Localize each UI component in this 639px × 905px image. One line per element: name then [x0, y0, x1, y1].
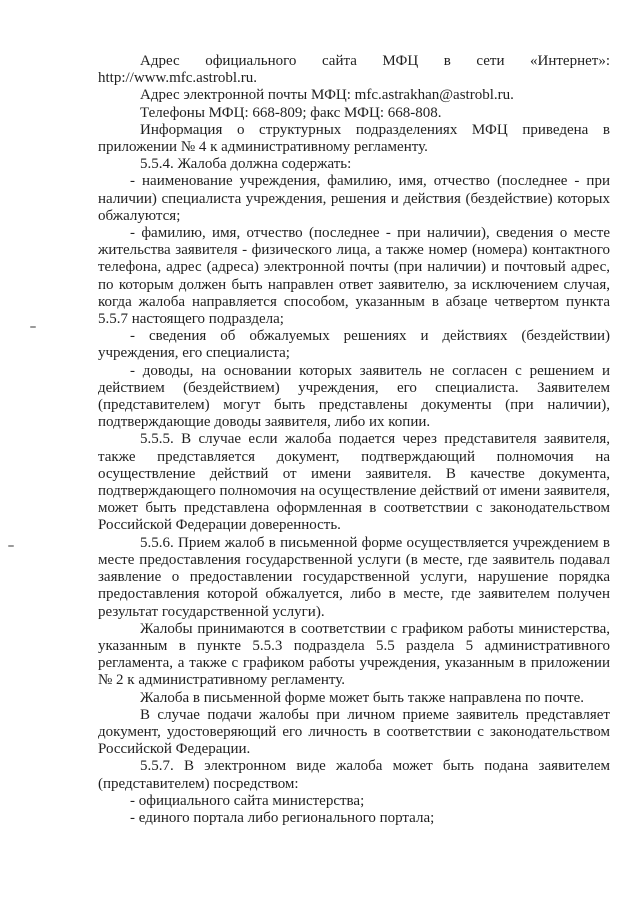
paragraph-5-5-5: 5.5.5. В случае если жалоба подается через представителя заявителя, также представляется документ, подтверждающий полномочия на осуществление действий от имени заявителя. В качестве документа, подтверждающего полномочия на осуществление действий от имени заявителя, может быть представлена оформленная в соответствии с законодательством Российской Федерации доверенность. — [98, 431, 610, 534]
paragraph-email: Адрес электронной почты МФЦ: mfc.astrakhan@astrobl.ru. — [140, 87, 514, 104]
list-item-portal: - единого портала либо регионального портала; — [130, 809, 435, 826]
list-item-applicant-details: - фамилию, имя, отчество (последнее - при наличии), сведения о месте жительства заявителя - физического лица, а также номер (номера) контактного телефона, адрес (адреса) электронной почты (при наличии) и почтовый адрес, по которым должен быть направлен ответ заявителю, за исключением случая, когда жалоба направляется способом, указанным в абзаце четвертом пункта 5.5.7 настоящего подраздела; — [98, 225, 610, 328]
scan-speck — [30, 326, 36, 328]
list-item-ministry-site: - официального сайта министерства; — [130, 792, 365, 809]
paragraph-site-address: Адрес официального сайта МФЦ в сети «Интернет»: http://www.mfc.astrobl.ru. — [98, 53, 610, 87]
document-body — [98, 53, 610, 827]
list-item-arguments: - доводы, на основании которых заявитель не согласен с решением и действием (бездействием) учреждения, его специалиста. Заявителем (представителем) могут быть представлены документы (при наличии), подтверждающие доводы заявителя, либо их копии. — [98, 362, 610, 431]
paragraph-phones: Телефоны МФЦ: 668-809; факс МФЦ: 668-808. — [140, 104, 442, 121]
paragraph-5-5-4-heading: 5.5.4. Жалоба должна содержать: — [140, 156, 352, 173]
paragraph-5-5-7: 5.5.7. В электронном виде жалоба может быть подана заявителем (представителем) посредством: — [98, 758, 610, 792]
list-item-institution-name: - наименование учреждения, фамилию, имя, отчество (последнее - при наличии) специалиста учреждения, решения и действия (бездействие) которых обжалуются; — [98, 173, 610, 224]
paragraph-by-mail: Жалоба в письменной форме может быть также направлена по почте. — [140, 689, 585, 706]
paragraph-structure-info: Информация о структурных подразделениях МФЦ приведена в приложении № 4 к административному регламенту. — [98, 121, 610, 156]
scan-speck — [8, 545, 14, 547]
paragraph-personal-reception: В случае подачи жалобы при личном приеме заявитель представляет документ, удостоверяющий его личность в соответствии с законодательством Российской Федерации. — [98, 706, 610, 758]
paragraph-schedule: Жалобы принимаются в соответствии с графиком работы министерства, указанным в пункте 5.5.3 подраздела 5.5 раздела 5 административного регламента, а также с графиком работы учреждения, указанным в приложении № 2 к административному регламенту. — [98, 620, 610, 689]
paragraph-5-5-6: 5.5.6. Прием жалоб в письменной форме осуществляется учреждением в месте предоставления государственной услуги (в месте, где заявитель подавал заявление о предоставлении государственной услуги, нарушение порядка предоставления которой обжалуется, либо в месте, где заявителем получен результат государственной услуги). — [98, 534, 610, 620]
list-item-decisions: - сведения об обжалуемых решениях и действиях (бездействии) учреждения, его специалиста; — [98, 328, 610, 362]
